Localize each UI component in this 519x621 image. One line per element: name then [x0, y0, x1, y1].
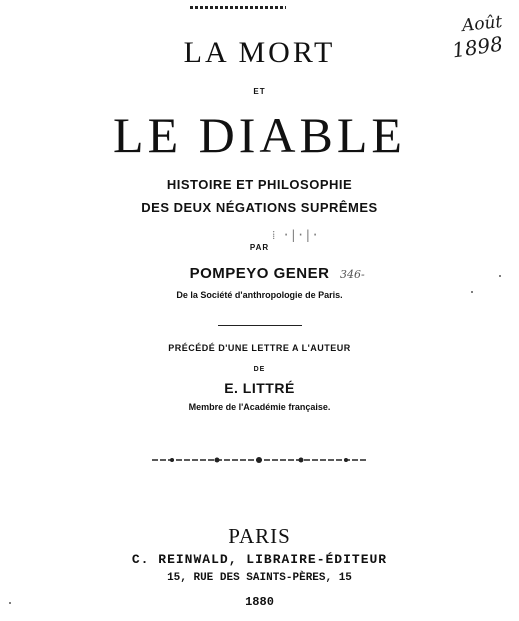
preface-note: PRÉCÉDÉ D'UNE LETTRE A L'AUTEUR: [168, 343, 351, 353]
title-conjunction: ET: [253, 87, 266, 96]
paper-speck: [471, 291, 473, 293]
paper-speck: [9, 602, 11, 604]
handwritten-number: 346-: [340, 268, 365, 281]
publisher: C. REINWALD, LIBRAIRE-ÉDITEUR: [131, 552, 388, 567]
publisher-address: 15, RUE DES SAINTS-PÈRES, 15: [167, 572, 352, 584]
author-name: POMPEYO GENER: [189, 265, 330, 282]
title-line-1: LA MORT: [183, 36, 336, 69]
author-affiliation: De la Société d'anthropologie de Paris.: [176, 290, 343, 300]
subtitle-line-2: DES DEUX NÉGATIONS SUPRÊMES: [141, 200, 378, 215]
publication-city: PARIS: [228, 524, 291, 548]
title-line-2: LE DIABLE: [113, 107, 406, 163]
publication-year: 1880: [245, 595, 274, 609]
handwritten-year: 1898: [450, 31, 505, 63]
subtitle-line-1: HISTOIRE ET PHILOSOPHIE: [166, 177, 353, 192]
paper-speck: [499, 275, 501, 277]
by-label: PAR: [249, 243, 270, 252]
handwritten-month: Août: [461, 11, 504, 37]
preface-by-label: DE: [253, 366, 266, 373]
ornamental-divider: [152, 455, 366, 465]
preface-author: E. LITTRÉ: [224, 380, 295, 396]
preface-author-affiliation: Membre de l'Académie française.: [188, 402, 331, 412]
top-decorative-rule: [190, 6, 286, 9]
middle-rule: [218, 325, 302, 326]
library-stamp-mark: ⁞ ·|·|·: [272, 228, 319, 242]
